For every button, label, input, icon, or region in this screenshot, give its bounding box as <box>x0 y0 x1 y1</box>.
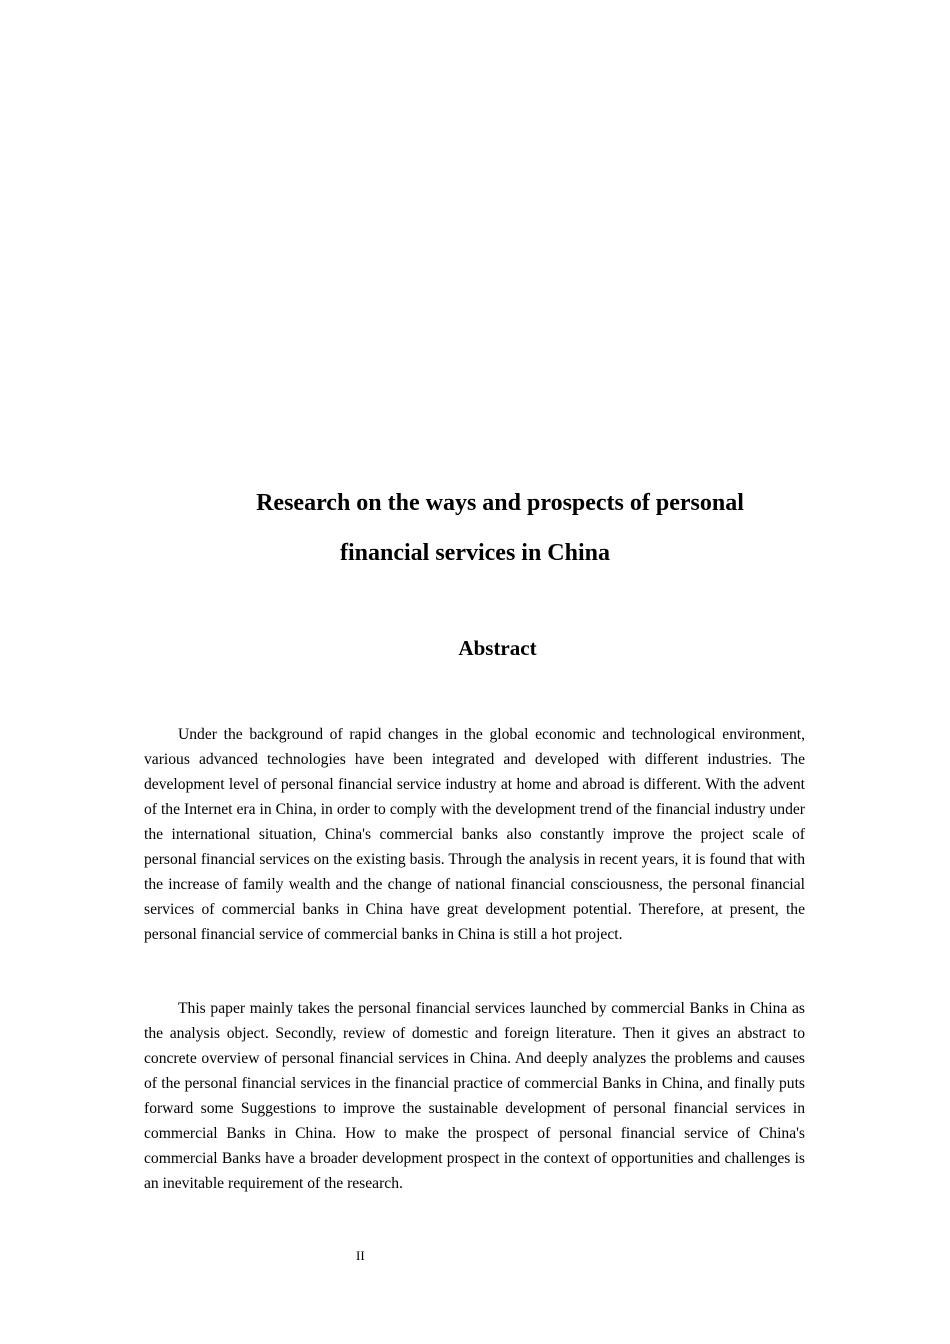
page-number: II <box>356 1248 365 1263</box>
document-title-line-2: financial services in China <box>339 540 610 566</box>
abstract-paragraph-2: This paper mainly takes the personal financial services launched by commercial Banks in China as the analysis object. Secondly, review of domestic and foreign literature. Then it gives an abstract to concrete overview of personal financial services in China. And deeply analyzes the problems and causes of the personal financial services in the financial practice of commercial Banks in China, and finally puts forward some Suggestions to improve the sustainable development of personal financial services in commercial Banks in China. How to make the prospect of personal financial service of China's commercial Banks have a broader development prospect in the context of opportunities and challenges is an inevitable requirement of the research. <box>144 1000 805 1192</box>
document-title-line-1: Research on the ways and prospects of personal <box>256 490 744 516</box>
abstract-paragraph-1: Under the background of rapid changes in the global economic and technological environment, various advanced technologies have been integrated and developed with different industries. The development level of personal financial service industry at home and abroad is different. With the advent of the Internet era in China, in order to comply with the development trend of the financial industry under the international situation, China's commercial banks also constantly improve the project scale of personal financial services on the existing basis. Through the analysis in recent years, it is found that with the increase of family wealth and the change of national financial consciousness, the personal financial services of commercial banks in China have great development potential. Therefore, at present, the personal financial service of commercial banks in China is still a hot project. <box>144 726 805 943</box>
title-block <box>0 478 950 578</box>
abstract-heading: Abstract <box>458 636 537 660</box>
